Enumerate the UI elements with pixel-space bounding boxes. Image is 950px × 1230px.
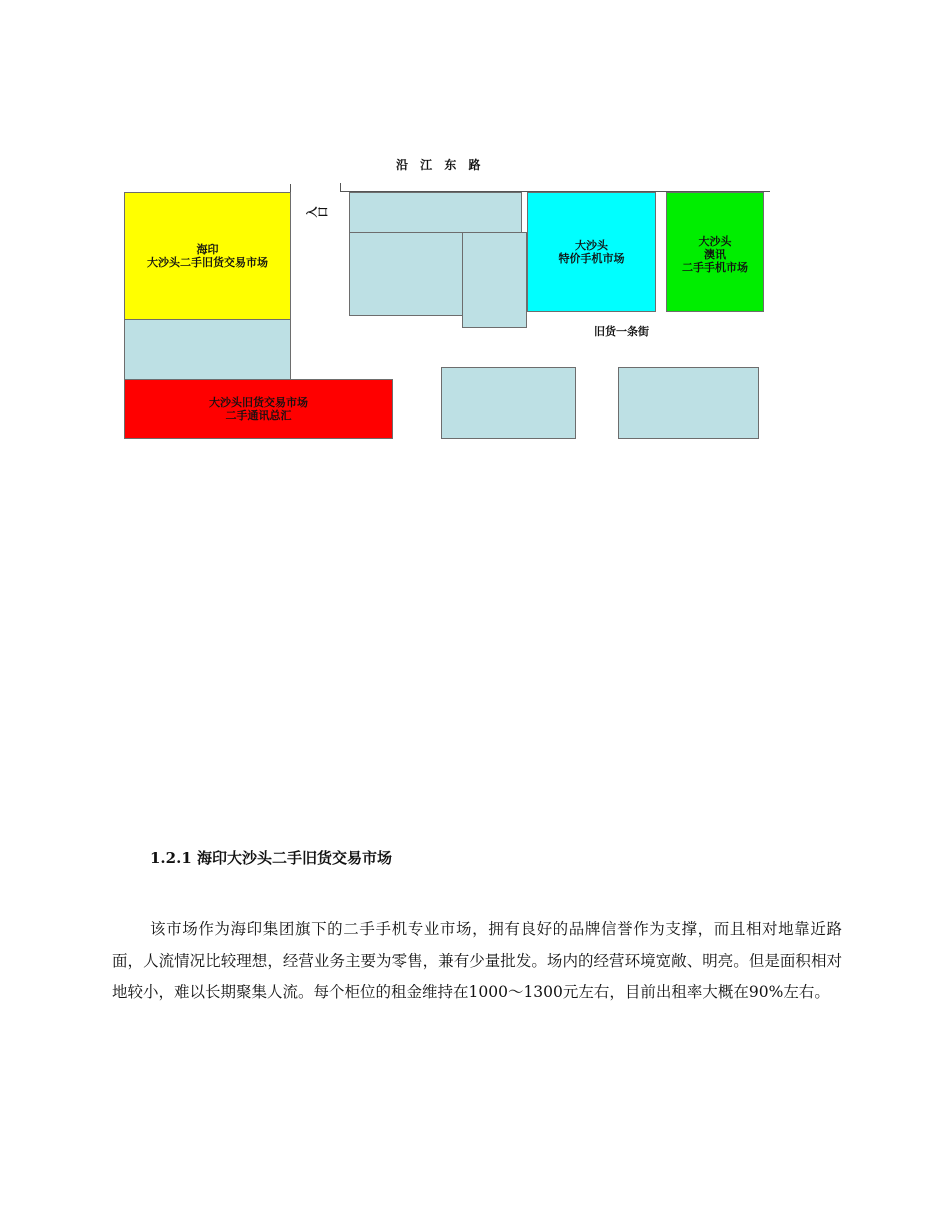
- haiyin-market-block: [124, 192, 291, 320]
- road-label: 沿 江 东 路: [396, 158, 485, 172]
- aoxun-market-block: [666, 192, 764, 312]
- plain-block: [349, 232, 463, 316]
- entrance-label: 入口: [306, 206, 328, 219]
- tejia-label-line2: 特价手机市场: [558, 252, 625, 265]
- section-paragraph: 该市场作为海印集团旗下的二手手机专业市场，拥有良好的品牌信誉作为支撑，而且相对地靠近路面，人流情况比较理想，经营业务主要为零售，兼有少量批发。场内的经营环境宽敞、明亮。但是面积相对地较小，难以长期聚集人流。每个柜位的租金维持在1000～1300元左右，目前出租率大概在90%左右。: [112, 920, 842, 1001]
- section-heading: 1.2.1 海印大沙头二手旧货交易市场: [150, 849, 392, 867]
- aoxun-label-line3: 二手手机市场: [682, 261, 748, 274]
- plain-block: [441, 367, 576, 439]
- plain-block: [349, 192, 522, 233]
- street-label: 旧货一条街: [594, 325, 649, 338]
- tongxun-label-line2: 二手通讯总汇: [225, 409, 292, 422]
- plain-block: [462, 232, 527, 328]
- aoxun-label-line1: 大沙头: [698, 235, 732, 248]
- plain-block: [618, 367, 759, 439]
- haiyin-label-line2: 大沙头二手旧货交易市场: [147, 256, 268, 269]
- market-location-map: [0, 0, 950, 470]
- plain-block: [124, 319, 291, 380]
- tongxun-market-block: [124, 379, 393, 439]
- tejia-market-block: [527, 192, 656, 312]
- aoxun-label-line2: 澳讯: [704, 248, 726, 261]
- road-line-corner: [340, 183, 341, 192]
- tejia-label-line1: 大沙头: [575, 239, 608, 252]
- tongxun-label-line1: 大沙头旧货交易市场: [209, 396, 308, 409]
- haiyin-label-line1: 海印: [196, 243, 219, 256]
